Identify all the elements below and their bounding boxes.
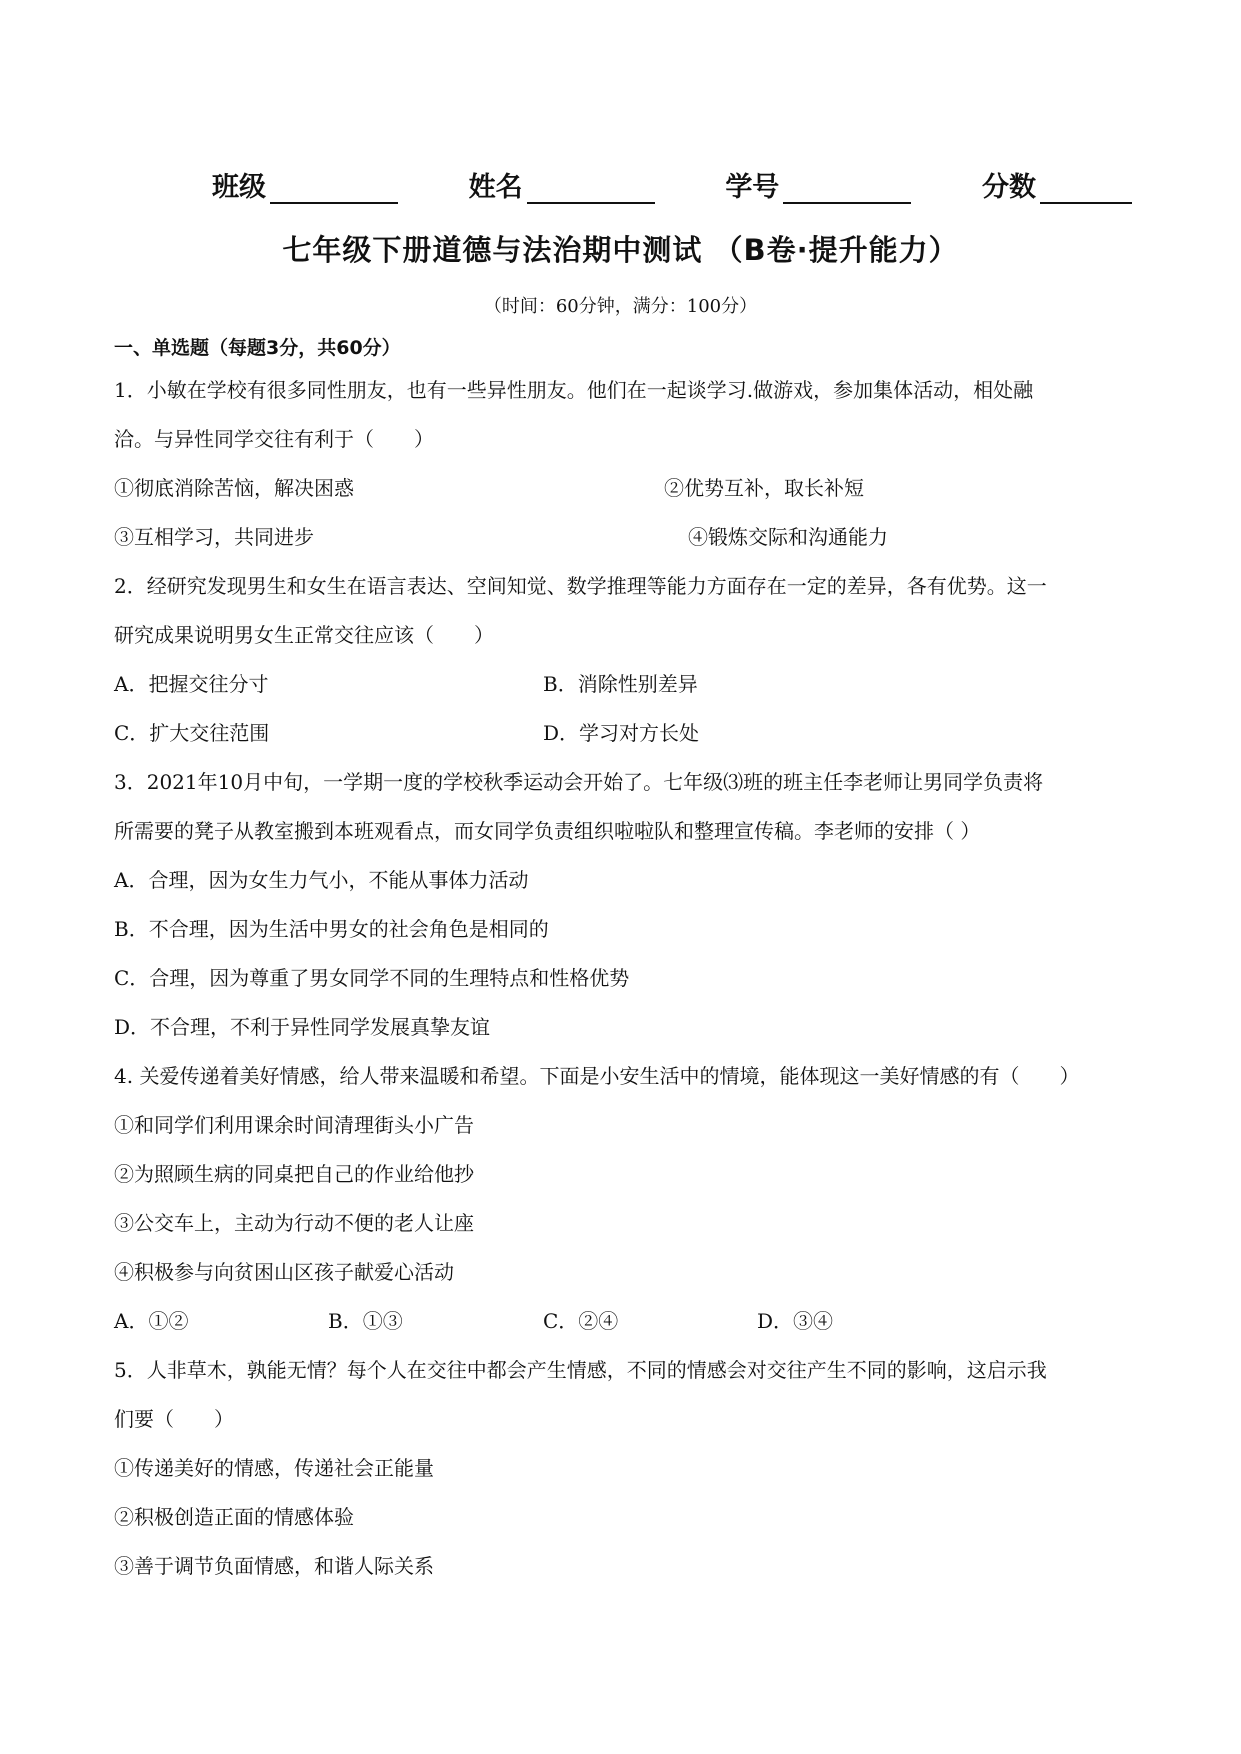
class-label: 班级 bbox=[212, 172, 266, 203]
question-3-option-b: B．不合理，因为生活中男女的社会角色是相同的 bbox=[114, 917, 549, 941]
question-1-option-1: ①彻底消除苦恼，解决困惑 bbox=[114, 476, 354, 500]
question-1-stem-line-1: 1．小敏在学校有很多同性朋友，也有一些异性朋友。他们在一起谈学习.做游戏，参加集体活动，相处融 bbox=[114, 378, 1034, 402]
question-1-option-3: ③互相学习，共同进步 bbox=[114, 525, 314, 549]
question-3-stem-line-2: 所需要的凳子从教室搬到本班观看点，而女同学负责组织啦啦队和整理宣传稿。李老师的安排（ ） bbox=[114, 819, 981, 843]
question-4-option-d: D．③④ bbox=[757, 1309, 834, 1333]
question-4-option-c: C．②④ bbox=[543, 1309, 619, 1333]
section-title: 一、单选题（每题3分，共60分） bbox=[114, 337, 401, 359]
question-1-option-2: ②优势互补，取长补短 bbox=[664, 476, 864, 500]
question-3-option-a: A．合理，因为女生力气小，不能从事体力活动 bbox=[114, 868, 529, 892]
question-3-option-d: D．不合理，不利于异性同学发展真挚友谊 bbox=[114, 1015, 491, 1039]
question-5-statement-3: ③善于调节负面情感，和谐人际关系 bbox=[114, 1554, 434, 1578]
name-label: 姓名 bbox=[468, 172, 523, 203]
question-3-stem-line-1: 3．2021年10月中旬，一学期一度的学校秋季运动会开始了。七年级⑶班的班主任李老师让男同学负责将 bbox=[114, 770, 1044, 794]
student-id-label: 学号 bbox=[725, 172, 780, 203]
question-4-statement-4: ④积极参与向贫困山区孩子献爱心活动 bbox=[114, 1260, 454, 1284]
score-label: 分数 bbox=[981, 172, 1036, 203]
question-4-statement-2: ②为照顾生病的同桌把自己的作业给他抄 bbox=[114, 1162, 474, 1186]
student-info-row bbox=[212, 160, 1132, 204]
score-field bbox=[982, 165, 1132, 204]
exam-subtitle: （时间：60分钟，满分：100分） bbox=[483, 296, 758, 317]
question-2-stem-line-2: 研究成果说明男女生正常交往应该（ ） bbox=[114, 623, 494, 647]
class-blank[interactable] bbox=[270, 170, 398, 204]
class-field bbox=[212, 165, 398, 204]
question-2-option-b: B．消除性别差异 bbox=[543, 672, 698, 696]
question-4-option-b: B．①③ bbox=[328, 1309, 403, 1333]
question-1-option-4: ④锻炼交际和沟通能力 bbox=[688, 525, 888, 549]
question-4-option-a: A．①② bbox=[114, 1309, 189, 1333]
question-3-option-c: C．合理，因为尊重了男女同学不同的生理特点和性格优势 bbox=[114, 966, 630, 990]
question-2-option-d: D．学习对方长处 bbox=[543, 721, 700, 745]
exam-title: 七年级下册道德与法治期中测试 （B卷·提升能力） bbox=[282, 233, 959, 267]
question-5-stem-line-1: 5．人非草木，孰能无情？每个人在交往中都会产生情感，不同的情感会对交往产生不同的影响，这启示我 bbox=[114, 1358, 1047, 1382]
name-blank[interactable] bbox=[527, 170, 655, 204]
question-5-statement-1: ①传递美好的情感，传递社会正能量 bbox=[114, 1456, 434, 1480]
student-id-blank[interactable] bbox=[783, 170, 911, 204]
question-5-stem-line-2: 们要（ ） bbox=[114, 1407, 234, 1431]
question-4-statement-1: ①和同学们利用课余时间清理街头小广告 bbox=[114, 1113, 474, 1137]
question-4-statement-3: ③公交车上，主动为行动不便的老人让座 bbox=[114, 1211, 474, 1235]
question-1-stem-line-2: 洽。与异性同学交往有利于（ ） bbox=[114, 427, 434, 451]
question-4-stem: 4. 关爱传递着美好情感，给人带来温暖和希望。下面是小安生活中的情境，能体现这一美好情感的有（ ） bbox=[114, 1064, 1080, 1088]
question-2-stem-line-1: 2．经研究发现男生和女生在语言表达、空间知觉、数学推理等能力方面存在一定的差异，各有优势。这一 bbox=[114, 574, 1047, 598]
student-id-field bbox=[725, 165, 911, 204]
question-5-statement-2: ②积极创造正面的情感体验 bbox=[114, 1505, 354, 1529]
question-2-option-c: C．扩大交往范围 bbox=[114, 721, 270, 745]
name-field bbox=[469, 165, 655, 204]
question-2-option-a: A．把握交往分寸 bbox=[114, 672, 269, 696]
score-blank[interactable] bbox=[1040, 170, 1132, 204]
